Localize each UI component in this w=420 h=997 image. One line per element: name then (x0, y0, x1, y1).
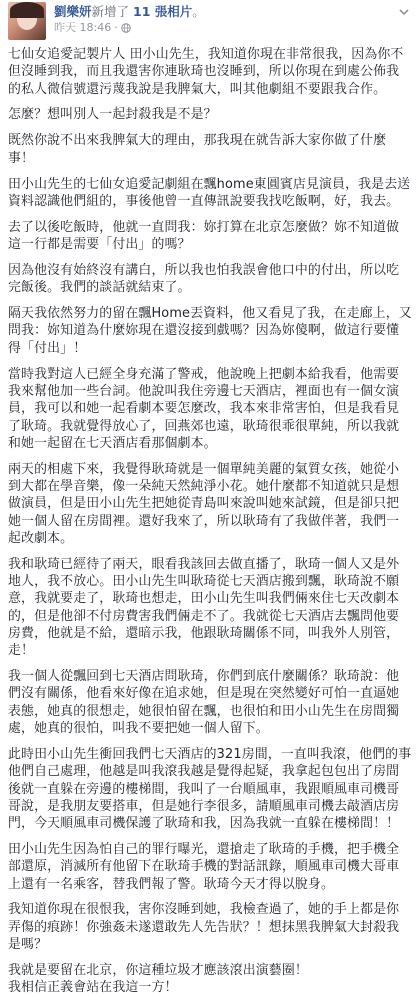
post-paragraph: 田小山先生的七仙女追愛記劇組在飄home東圓賓店見演員，我是去送資料認識他們組的，事後他曾一直傳訊說要我找吃飯啊，好，我去。 (8, 176, 411, 209)
chevron-down-icon[interactable] (398, 6, 410, 18)
post-paragraph: 怎麼？想叫別人一起封殺我是不是？ (8, 107, 217, 123)
post-action-end: 。 (192, 4, 205, 19)
post-paragraph: 去了以後吃飯時，他就一直問我：妳打算在北京怎麼做？妳不知道做這一行都是需要「付出」的嗎？ (8, 219, 400, 253)
post-action-text: 新增了 (91, 4, 130, 19)
post-paragraph: 當時我對這人已經全身充滿了警戒，他說晚上把劇本給我看，他需要我來幫他加一些台詞。他說叫我住旁邊七天酒店，裡面也有一個女演員，我可以和她一起看劇本要怎麼改，我本來非常害怕，但是我看見了耿琦。我就覺得放心了，回燕郊也遠，耿琦很乖很單純，所以我就和她一起留在七天酒店看那個劇本。 (8, 366, 400, 451)
post-paragraph: 七仙女追愛記製片人 田小山先生，我知道你現在非常很我，因為你不但沒睡到我，而且我還害你連耿琦也沒睡到，所以你現在到處公佈我的私人微信號還污蔑我說是我脾氣大，叫其他劇組不要跟我合作。 (8, 47, 404, 97)
photos-link[interactable]: 11 張相片 (133, 4, 193, 19)
post-paragraph: 兩天的相處下來，我覺得耿琦就是一個單純美麗的氣質女孩，她從小到大都在學音樂，像一朵純天然純淨小花。她什麼都不知道就只是想做演員，但是田小山先生把她從青島叫來說叫她來試鏡，但是卻只把她一個人留在房間裡。還好我來了，所以耿琦有了我做伴著，我們一起改劇本。 (8, 461, 400, 546)
separator-dot: · (114, 21, 118, 34)
post-timestamp[interactable]: 昨天 18:46 (54, 21, 112, 34)
post-header (8, 0, 412, 46)
post-paragraph: 我一個人從飄回到七天酒店問耿琦，你們到底什麼關係？耿琦說：他們沒有關係，他看來好像在追求她，但是現在突然變好可怕一直逼她表態，她真的很想走，她很怕留在飄，也很怕和田小山先生在房間獨處，她真的很怕，叫我不要把她一個人留下。 (8, 669, 400, 737)
author-name-link[interactable]: 劉樂妍 (54, 4, 92, 19)
post-paragraph: 因為他沒有始終沒有講白，所以我也怕我誤會他口中的付出，所以吃完飯後。我們的談話就結束了。 (8, 262, 400, 296)
post-paragraph: 此時田小山先生衝回我們七天酒店的321房間，一直叫我滾，他們的事他們自己處理，他越是叫我滾我越是覺得起疑，我拿起包包出了房間後就一直躲在旁邊的樓梯間，我叫了一台順風車，我跟順風車司機哥哥說，是我朋友要搭車，但是她行李很多，請順風車司機去敲酒店房門，今天順風車司機保護了耿琦和我，因為我就一直躲在樓梯間！！ (8, 746, 412, 832)
author-avatar[interactable] (8, 2, 46, 40)
post-body (8, 46, 412, 997)
post-paragraph: 隔天我依然努力的留在飄Home丟資料，他又看見了我，在走廊上，又問我：妳知道為什麼妳現在還沒接到戲嗎？因為妳傻啊，做這行要懂得「付出」！ (8, 306, 412, 356)
post-paragraph: 我和耿琦已經待了兩天，眼看我該回去做直播了，耿琦一個人又是外地人，我不放心。田小山先生叫耿琦從七天酒店搬到飄，耿琦說不願意，我就要走了，耿琦也想走，田小山先生叫我們倆來住七天改劇本的，但是他卻不付房費害我們倆走不了。我就從七天酒店去飄問他要房費，他就是不給，還暗示我，他跟耿琦關係不同，叫我外人別管，走！ (8, 556, 400, 659)
post-paragraph: 田小山先生因為怕自己的罪行曝光，還搶走了耿琦的手機，把手機全部還原，消滅所有他留下在耿琦手機的對話訊錄，順風車司機大哥車上還有一名乘客，替我們報了警。耿琦今天才得以脫身。 (8, 842, 400, 892)
globe-icon[interactable] (121, 23, 131, 33)
post-paragraph: 既然你說不出來我脾氣大的理由，那我現在就告訴大家你做了什麼事！ (8, 133, 387, 166)
post-title-line (54, 3, 205, 20)
post-paragraph: 我知道你現在很恨我，害你沒睡到她，我檢查過了，她的手上都是你弄傷的痕跡！你強姦未遂還敢先人先告狀？！想抹黑我脾氣大封殺我是嗎？ (8, 902, 400, 953)
post-subline (54, 20, 205, 36)
post-meta (54, 2, 205, 36)
post-paragraph: 我就是要留在北京，你這種垃圾才應該滾出演藝圈！ 我相信正義會站在我這一方！ (8, 962, 308, 996)
